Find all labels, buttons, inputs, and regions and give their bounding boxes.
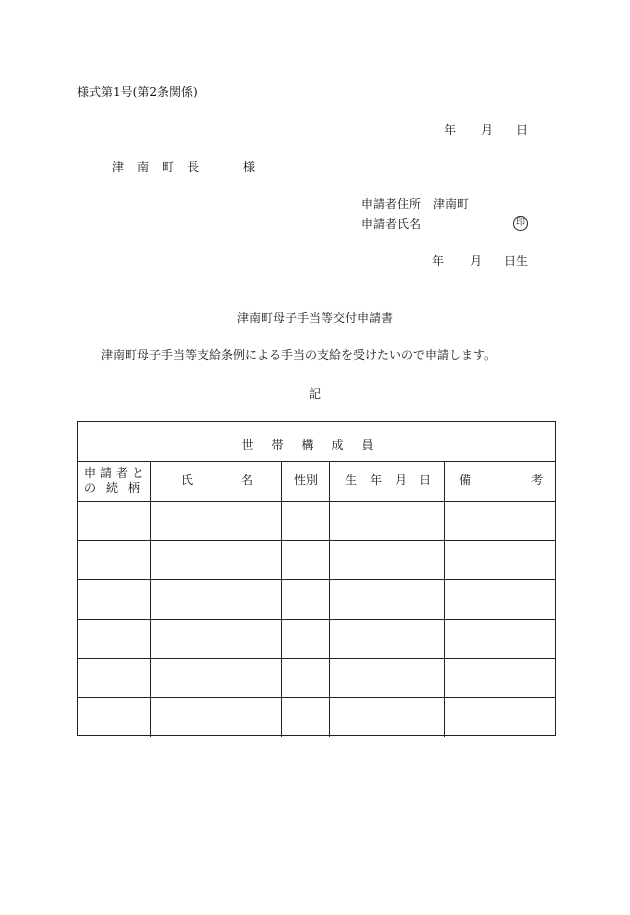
birth-year: 年 xyxy=(432,254,445,268)
cell-sex[interactable] xyxy=(282,580,330,618)
addressee-honorific: 様 xyxy=(243,160,256,174)
cell-sex[interactable] xyxy=(282,541,330,579)
cell-relation[interactable] xyxy=(78,620,151,658)
cell-remarks[interactable] xyxy=(445,620,555,658)
cell-remarks[interactable] xyxy=(445,659,555,697)
document-title: 津南町母子手当等交付申請書 xyxy=(236,311,393,325)
header-remarks-a: 備 xyxy=(459,473,472,487)
cell-dob[interactable] xyxy=(330,620,445,658)
cell-name[interactable] xyxy=(151,620,282,658)
header-remarks xyxy=(445,462,555,501)
header-dob-4: 日 xyxy=(419,473,432,487)
table-header-row xyxy=(78,462,555,502)
document-body: 津南町母子手当等支給条例による手当の支給を受けたいので申請します。 xyxy=(101,348,497,362)
cell-name[interactable] xyxy=(151,580,282,618)
cell-name[interactable] xyxy=(151,698,282,737)
cell-relation[interactable] xyxy=(78,541,151,579)
header-dob-3: 月 xyxy=(395,473,408,487)
cell-dob[interactable] xyxy=(330,502,445,540)
header-sex xyxy=(282,462,330,501)
date-month: 月 xyxy=(481,123,494,137)
header-relation xyxy=(78,462,151,501)
cell-relation[interactable] xyxy=(78,580,151,618)
cell-sex[interactable] xyxy=(282,620,330,658)
header-sex-label: 性別 xyxy=(294,473,319,487)
ki-marker: 記 xyxy=(308,387,321,401)
cell-dob[interactable] xyxy=(330,698,445,737)
header-relation-line1: 申請者と xyxy=(84,466,149,480)
cell-name[interactable] xyxy=(151,502,282,540)
household-table xyxy=(77,421,556,736)
cell-remarks[interactable] xyxy=(445,698,555,737)
birth-month: 月 xyxy=(470,254,483,268)
birth-day: 日生 xyxy=(504,254,529,268)
cell-sex[interactable] xyxy=(282,698,330,737)
cell-relation[interactable] xyxy=(78,698,151,737)
seal-icon: 印 xyxy=(513,216,528,231)
cell-sex[interactable] xyxy=(282,502,330,540)
cell-dob[interactable] xyxy=(330,580,445,618)
header-remarks-b: 考 xyxy=(531,473,544,487)
header-dob-2: 年 xyxy=(370,473,383,487)
applicant-address-value: 津南町 xyxy=(433,197,470,211)
cell-remarks[interactable] xyxy=(445,541,555,579)
header-name-a: 氏 xyxy=(181,473,194,487)
addressee-name: 津南町長 xyxy=(112,160,213,174)
date-day: 日 xyxy=(516,123,529,137)
table-title-row xyxy=(78,422,555,462)
table-row xyxy=(78,698,555,737)
header-name-b: 名 xyxy=(241,473,254,487)
table-row xyxy=(78,541,555,580)
header-relation-line2: の続柄 xyxy=(84,481,151,495)
cell-name[interactable] xyxy=(151,659,282,697)
header-name xyxy=(151,462,282,501)
applicant-address-label: 申請者住所 xyxy=(361,197,422,211)
date-year: 年 xyxy=(444,123,457,137)
cell-sex[interactable] xyxy=(282,659,330,697)
cell-remarks[interactable] xyxy=(445,580,555,618)
table-row xyxy=(78,502,555,541)
table-row xyxy=(78,580,555,619)
cell-dob[interactable] xyxy=(330,659,445,697)
header-dob-1: 生 xyxy=(345,473,358,487)
table-title: 世帯構成員 xyxy=(241,438,392,452)
table-row xyxy=(78,659,555,698)
cell-relation[interactable] xyxy=(78,659,151,697)
applicant-name-label: 申請者氏名 xyxy=(361,217,422,231)
cell-relation[interactable] xyxy=(78,502,151,540)
form-number: 様式第1号(第2条関係) xyxy=(77,85,198,99)
header-dob xyxy=(330,462,445,501)
table-row xyxy=(78,620,555,659)
cell-remarks[interactable] xyxy=(445,502,555,540)
cell-name[interactable] xyxy=(151,541,282,579)
cell-dob[interactable] xyxy=(330,541,445,579)
